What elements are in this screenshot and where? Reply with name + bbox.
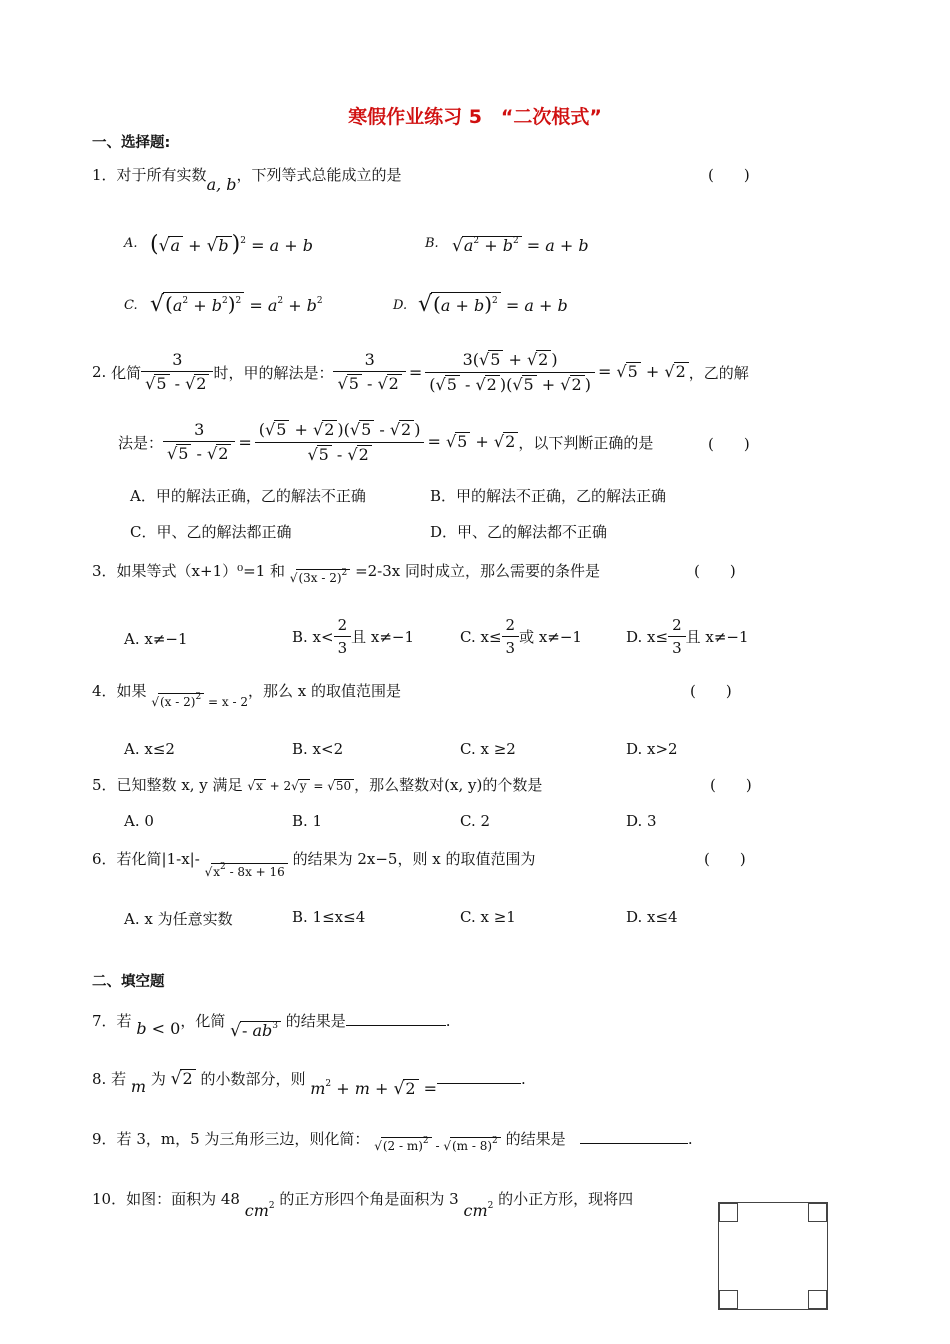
q8-text-2: 为 [150,1070,166,1088]
q1-answer-paren: ( ) [708,166,750,184]
q2-text-2: 时，甲的解法是： [213,363,334,382]
q1-option-c-label: C. [124,298,138,313]
q5-option-c: C. 2 [460,812,491,830]
q3-number: 3． [92,562,117,580]
q2-option-d: D．甲、乙的解法都不正确 [430,523,608,541]
q5-equation: √x + 2√y = √50 [247,779,354,793]
q1-stem: 对于所有实数 [116,166,207,184]
question-5 [92,774,542,795]
q4-text-2: ，那么 x 的取值范围是 [247,682,401,700]
q1-option-d-label: D. [393,298,408,313]
q8-sqrt2: √2 [171,1069,196,1088]
q1-option-d-formula: $√(a + b)^2 = a + b$ [418,292,568,317]
corner-square-bottom-right [808,1290,827,1309]
q4-option-d: D. x>2 [626,740,678,758]
question-7: 7．若 b < 0，化简 √- $ab^3$ 的结果是 . [92,1012,451,1041]
q6-answer-paren: ( ) [704,850,746,868]
q7-text-1: 若 [116,1012,132,1030]
q3-option-a: A. x≠−1 [124,630,188,648]
q1-option-b-label: B. [425,236,439,251]
q5-text-1: 已知整数 x, y 满足 [116,776,243,794]
q6-text-1: 若化简|1-x|- [116,850,200,868]
q2-option-c: C．甲、乙的解法都正确 [130,523,292,541]
q7-condition: b < 0 [136,1019,181,1038]
q8-number: 8. [92,1070,107,1088]
q2-text-5: ，以下判断正确的是 [518,433,654,452]
q1-option-b-formula: $√a^2 + b^2 = a + b$ [452,235,589,256]
corner-square-top-right [808,1203,827,1222]
q5-answer-paren: ( ) [710,776,752,794]
q5-text-2: ，那么整数对(x, y)的个数是 [354,776,543,794]
section-fill-heading: 二、填空题 [92,974,165,990]
q8-text-3: 的小数部分，则 [200,1070,306,1088]
q2-text-1: 化简 [111,363,142,382]
q10-text-3: 的小正方形，现将四 [498,1190,634,1208]
q1-option-a-formula: (√a + √b )$^2$ = a + b [150,232,313,257]
q8-text-1: 若 [111,1070,127,1088]
q7-text-2: ，化简 [180,1012,226,1030]
question-8: 8. 若 m 为 √2 的小数部分，则 $m^2 + m + √2$ = . [92,1069,526,1099]
q2-option-b: B．甲的解法不正确，乙的解法正确 [430,487,667,505]
q2-number: 2. [92,363,107,381]
q4-answer-paren: ( ) [690,682,732,700]
q10-text-1: 如图：面积为 48 [126,1190,240,1208]
q10-text-2: 的正方形四个角是面积为 3 [279,1190,459,1208]
square-with-corner-squares-figure [718,1202,828,1310]
q1-option-a-label: A. [124,236,138,251]
q2-fraction-given: $\frac{3}{√5 - √2}$ [141,350,213,393]
q8-var-m: m [130,1077,147,1096]
q5-number: 5． [92,776,117,794]
q2-fraction-yi-2: $\frac{(√5 + √2 )(√5 - √2 )}{√5 - √2}$ [255,420,425,464]
q1-number: 1． [92,166,117,184]
question-4 [92,680,401,709]
q8-expression: $m^2 + m + √2$ = [310,1078,438,1099]
question-6 [92,848,536,879]
section-choice-heading: 一、选择题: [92,135,171,151]
q1-vars: a, b [206,175,237,194]
q3-option-d: D. x≤ $\frac{2}{3}$ 且 x≠−1 [626,616,749,657]
q9-number: 9． [92,1130,117,1148]
q2-answer-paren: ( ) [708,435,750,453]
question-2-line-2: 法是： $\frac{3}{√5 - √2}$ = $\frac{(√5 + √2 )(√5 - √2 )}{√5 - √2}$ = √5 + √2 ，以下判断正确的是 [118,420,654,464]
q7-number: 7． [92,1012,117,1030]
q6-option-a: A. x 为任意实数 [124,910,233,928]
question-10 [92,1188,634,1220]
q10-unit-1: $cm^2$ [244,1200,275,1220]
q10-unit-2: $cm^2$ [463,1200,494,1220]
q7-answer-blank[interactable] [346,1025,446,1026]
q1-option-c-formula: $√(a^2 + b^2)^2 = a^2 + b^2$ [150,292,323,317]
q3-text-1: 如果等式（x+1）⁰=1 和 [116,562,286,580]
q3-text-2: =2-3x 同时成立，那么需要的条件是 [355,562,601,580]
q3-option-b: B. x< $\frac{2}{3}$ 且 x≠−1 [292,616,415,657]
page-title: 寒假作业练习 5 “二次根式” [348,106,602,128]
q7-text-3: 的结果是 [285,1012,346,1030]
q4-option-a: A. x≤2 [124,740,175,758]
q6-option-c: C. x ≥1 [460,908,516,926]
q7-radical: √- $ab^3$ [230,1021,281,1040]
q4-option-c: C. x ≥2 [460,740,516,758]
q2-option-a: A．甲的解法正确，乙的解法不正确 [130,487,366,505]
corner-square-top-left [719,1203,738,1222]
q9-answer-blank[interactable] [580,1143,688,1144]
q2-fraction-yi-1: $\frac{3}{√5 - √2}$ [163,420,235,463]
q6-number: 6． [92,850,117,868]
q1-stem2: ，下列等式总能成立的是 [236,166,402,184]
q4-text-1: 如果 [116,682,147,700]
q5-option-b: B. 1 [292,812,323,830]
q3-radical: √(3x - 2)2 [290,571,350,585]
q2-fraction-jia-1: $\frac{3}{√5 - √2}$ [333,350,405,393]
q3-answer-paren: ( ) [694,562,736,580]
question-1 [92,164,402,194]
q9-expression: √(2 - m)2 - √(m - 8)2 [374,1139,501,1153]
q4-option-b: B. x<2 [292,740,344,758]
corner-square-bottom-left [719,1290,738,1309]
q6-text-2: 的结果为 2x−5，则 x 的取值范围为 [292,850,536,868]
question-3 [92,560,601,585]
q2-text-3: ，乙的解 [688,363,749,382]
q6-option-b: B. 1≤x≤4 [292,908,366,926]
q2-fraction-jia-2: $\frac{3(√5 + √2 )}{(√5 - √2 )(√5 + √2 )}$ [425,350,595,394]
q4-radical: √(x - 2)2 = x - 2 [151,692,248,709]
q4-number: 4． [92,682,117,700]
q5-option-a: A. 0 [124,812,154,830]
q3-option-c: C. x≤ $\frac{2}{3}$ 或 x≠−1 [460,616,582,657]
q10-number: 10． [92,1190,127,1208]
q9-text-2: 的结果是 [505,1130,566,1148]
q2-text-4: 法是： [118,433,164,452]
question-2-line-1: 2. 化简 $\frac{3}{√5 - √2}$ 时，甲的解法是： $\frac{3}{√5 - √2}$ = $\frac{3(√5 + √2 )}{(√5 - √2 )(√5 + √2 )}$ = √5 + √2 ，乙的解 [92,350,749,394]
q6-option-d: D. x≤4 [626,908,678,926]
question-9: 9．若 3，m，5 为三角形三边，则化简： $_{√(2 - m)^2 - √(m - 8)^2}$ 的结果是 . [92,1130,693,1153]
q5-option-d: D. 3 [626,812,657,830]
q6-radical: √x2 - 8x + 16 [205,865,288,879]
q9-text-1: 若 3，m，5 为三角形三边，则化简： [116,1130,370,1148]
q8-answer-blank[interactable] [437,1083,521,1084]
